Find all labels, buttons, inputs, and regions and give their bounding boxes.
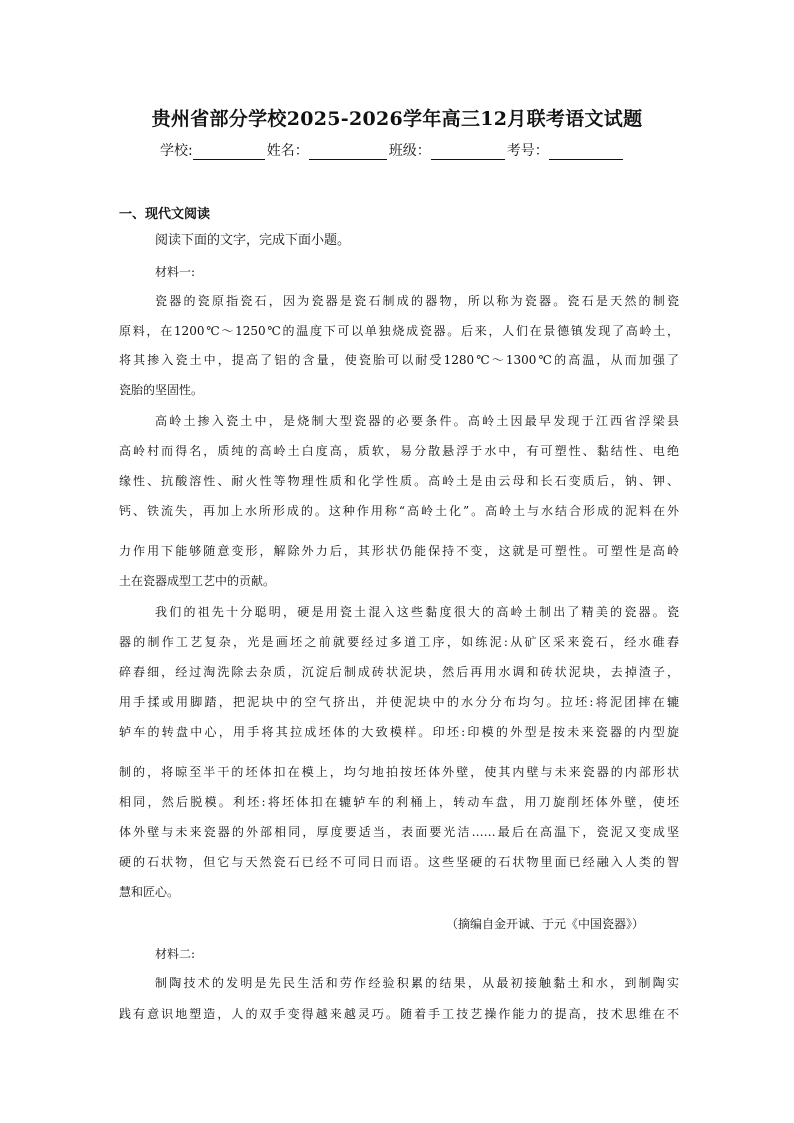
source-citation: （摘编自金开诚、于元《中国瓷器》） xyxy=(446,917,645,931)
paragraph-line: 原料，在1200℃～1250℃的温度下可以单独烧成瓷器。后来，人们在景德镇发现了高岭土， xyxy=(119,324,679,338)
class-blank xyxy=(431,145,505,160)
paragraph-line: 高岭土掺入瓷土中，是烧制大型瓷器的必要条件。高岭土因最早发现于江西省浮梁县 xyxy=(155,414,679,428)
section-heading: 一、现代文阅读 xyxy=(119,207,211,222)
exam-title: 贵州省部分学校2025-2026学年高三12月联考语文试题 xyxy=(151,108,643,130)
name-label: 姓名： xyxy=(266,143,309,159)
name-blank xyxy=(309,145,387,160)
paragraph-line: 将其掺入瓷土中，提高了铝的含量，使瓷胎可以耐受1280℃～1300℃的高温，从而加强了 xyxy=(119,353,679,367)
material-one-label: 材料一: xyxy=(155,265,196,279)
exam-number-blank xyxy=(549,145,623,160)
paragraph-line: 缘性、抗酸溶性、耐火性等物理性质和化学性质。高岭土是由云母和长石变质后，钠、钾、 xyxy=(119,474,679,488)
paragraph-line: 轳车的转盘中心，用手将其拉成坯体的大致模样。印坯:印模的外型是按未来瓷器的内型旋 xyxy=(119,725,679,739)
paragraph-line: 用手揉或用脚踏，把泥块中的空气挤出，并使泥块中的水分分布均匀。拉坯:将泥团摔在辘 xyxy=(119,695,679,709)
student-info-line xyxy=(160,140,640,160)
school-blank xyxy=(193,145,265,160)
paragraph-line: 体外壁与未来瓷器的外部相同，厚度要适当，表面要光洁……最后在高温下，瓷泥又变成坚 xyxy=(119,825,679,839)
paragraph-line: 硬的石状物，但它与天然瓷石已经不可同日而语。这些坚硬的石状物里面已经融入人类的智 xyxy=(119,855,679,869)
paragraph-line: 践有意识地塑造，人的双手变得越来越灵巧。随着手工技艺操作能力的提高，技术思维在不 xyxy=(119,1007,679,1021)
paragraph-line: 瓷器的瓷原指瓷石，因为瓷器是瓷石制成的器物，所以称为瓷器。瓷石是天然的制瓷 xyxy=(155,294,679,308)
reading-instruction: 阅读下面的文字，完成下面小题。 xyxy=(155,233,351,248)
paragraph-line: 慧和匠心。 xyxy=(119,885,180,899)
material-two-label: 材料二: xyxy=(155,947,196,961)
paragraph-line: 我们的祖先十分聪明，硬是用瓷土混入这些黏度很大的高岭土制出了精美的瓷器。瓷 xyxy=(155,605,679,619)
school-label: 学校: xyxy=(160,143,193,159)
paragraph-line: 相同，然后脱模。利坯:将坯体扣在辘轳车的利桶上，转动车盘，用刀旋削坯体外壁，使坯 xyxy=(119,795,679,809)
paragraph-line: 碎舂细，经过淘洗除去杂质，沉淀后制成砖状泥块，然后再用水调和砖状泥块，去掉渣子， xyxy=(119,665,679,679)
paragraph-line: 制的，将晾至半干的坯体扣在模上，均匀地拍按坯体外壁，使其内壁与未来瓷器的内部形状 xyxy=(119,765,679,779)
class-label: 班级： xyxy=(388,143,431,159)
paragraph-line: 器的制作工艺复杂，光是画坯之前就要经过多道工序，如练泥:从矿区采来瓷石，经水碓舂 xyxy=(119,635,679,649)
paragraph-line: 土在瓷器成型工艺中的贡献。 xyxy=(119,574,276,588)
paragraph-line: 力作用下能够随意变形，解除外力后，其形状仍能保持不变，这就是可塑性。可塑性是高岭 xyxy=(119,544,679,558)
paragraph-line: 钙、铁流失，再加上水所形成的。这种作用称“高岭土化”。高岭土与水结合形成的泥料在外 xyxy=(119,504,679,518)
exam-number-label: 考号： xyxy=(506,143,549,159)
paragraph-line: 制陶技术的发明是先民生活和劳作经验积累的结果，从最初接触黏土和水，到制陶实 xyxy=(155,976,679,990)
paragraph-line: 瓷胎的坚固性。 xyxy=(119,383,204,397)
paragraph-line: 高岭村而得名，质纯的高岭土白度高，质软，易分散悬浮于水中，有可塑性、黏结性、电绝 xyxy=(119,444,679,458)
